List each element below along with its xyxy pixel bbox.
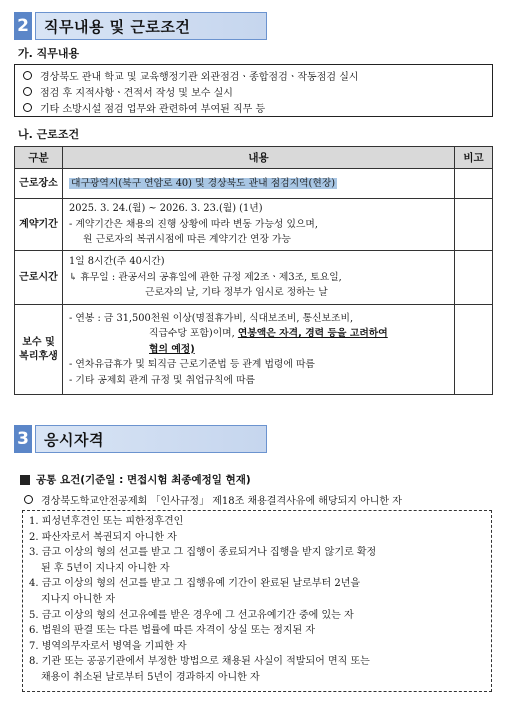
list-item: 2. 파산자로서 복권되지 아니한 자 [29, 531, 177, 543]
row-label: 계약기간 [15, 199, 63, 251]
list-item: 7. 병역의무자로서 병역을 기피한 자 [29, 640, 187, 652]
list-item: 5. 금고 이상의 형의 선고유예를 받은 경우에 그 선고유예기간 중에 있는 자 [29, 609, 354, 621]
workplace-text: 대구광역시(북구 연암로 40) 및 경상북도 관내 점검지역(현장) [71, 177, 336, 189]
list-item-continued: 채용이 취소된 날로부터 5년이 경과하지 아니한 자 [41, 671, 260, 683]
circle-bullet-icon [23, 103, 32, 112]
section-number: 3 [14, 425, 32, 453]
header-content: 내용 [63, 147, 455, 169]
list-item-continued: 된 후 5년이 지나지 아니한 자 [41, 562, 170, 574]
duty-item: 경상북도 관내 학교 및 교육행정기관 외관점검ㆍ종합점검ㆍ작동점검 실시 [23, 67, 484, 83]
row-label: 근로시간 [15, 251, 63, 305]
row-content: 2025. 3. 24.(월) ~ 2026. 3. 23.(월) (1년) - 계약기간은 채용의 진행 상황에 따라 변동 가능성 있으며, 원 근로자의 복귀시점에 따른 계약기간 연장 가능 [63, 199, 455, 251]
table-row-workplace [15, 169, 493, 199]
row-note [455, 199, 493, 251]
list-item: 4. 금고 이상의 형의 선고를 받고 그 집행유예 기간이 완료된 날로부터 2년을 [29, 578, 361, 590]
section-3-header [14, 425, 267, 455]
duty-item: 점검 후 지적사항ㆍ견적서 작성 및 보수 실시 [23, 83, 484, 99]
circle-bullet-icon [23, 87, 32, 96]
list-item-continued: 지나지 아니한 자 [41, 593, 115, 605]
row-content: - 연봉 : 금 31,500천원 이상(명절휴가비, 식대보조비, 통신보조비, 직급수당 포함)이며, 연봉액은 자격, 경력 등을 고려하여 협의 예정) - 연차유급휴가 및 퇴직금 근로기준법 등 관계 법령에 따름 - 기타 공제회 관계 규정 및 취업규칙에 따름 [63, 305, 455, 395]
common-requirements-heading: 공통 요건(기준일 : 면접시험 최종예정일 현재) [20, 472, 251, 487]
duty-item: 기타 소방시설 점검 업무와 관련하여 부여된 직무 등 [23, 99, 484, 115]
duty-box [14, 64, 493, 117]
common-intro: 경상북도학교안전공제회 「인사규정」 제18조 채용결격사유에 해당되지 아니한 자 [24, 492, 402, 507]
row-label: 근로장소 [15, 169, 63, 199]
row-label: 보수 및 복리후생 [15, 305, 63, 395]
table-row-contract [15, 199, 493, 251]
duty-heading: 가. 직무내용 [18, 47, 80, 60]
row-note [455, 251, 493, 305]
row-content: 1일 8시간(주 40시간) ↳ 휴무일 : 관공서의 공휴일에 관한 규정 제2조ㆍ제3조, 토요일, 근로자의 날, 기타 정부가 임시로 정하는 날 [63, 251, 455, 305]
row-content [63, 169, 455, 199]
disqualification-list [22, 510, 492, 692]
section-title: 직무내용 및 근로조건 [35, 12, 267, 40]
table-header-row [15, 147, 493, 169]
header-category: 구분 [15, 147, 63, 169]
header-note: 비고 [455, 147, 493, 169]
circle-bullet-icon [23, 71, 32, 80]
list-item: 8. 기관 또는 공공기관에서 부정한 방법으로 채용된 사실이 적발되어 면직 또는 [29, 656, 370, 668]
section-2-header [14, 12, 267, 42]
row-note [455, 169, 493, 199]
table-row-pay [15, 305, 493, 395]
conditions-heading: 나. 근로조건 [18, 128, 80, 141]
section-number: 2 [14, 12, 32, 40]
row-note [455, 305, 493, 395]
circle-bullet-icon [24, 495, 33, 504]
section-title: 응시자격 [35, 425, 267, 453]
list-item: 6. 법원의 판결 또는 다른 법률에 따른 자격이 상실 또는 정지된 자 [29, 625, 316, 637]
list-item: 1. 피성년후견인 또는 피한정후견인 [29, 516, 184, 527]
table-row-hours [15, 251, 493, 305]
square-bullet-icon [20, 475, 30, 485]
list-item: 3. 금고 이상의 형의 선고를 받고 그 집행이 종료되거나 집행을 받지 않기로 확정 [29, 547, 377, 559]
conditions-table [14, 146, 493, 395]
